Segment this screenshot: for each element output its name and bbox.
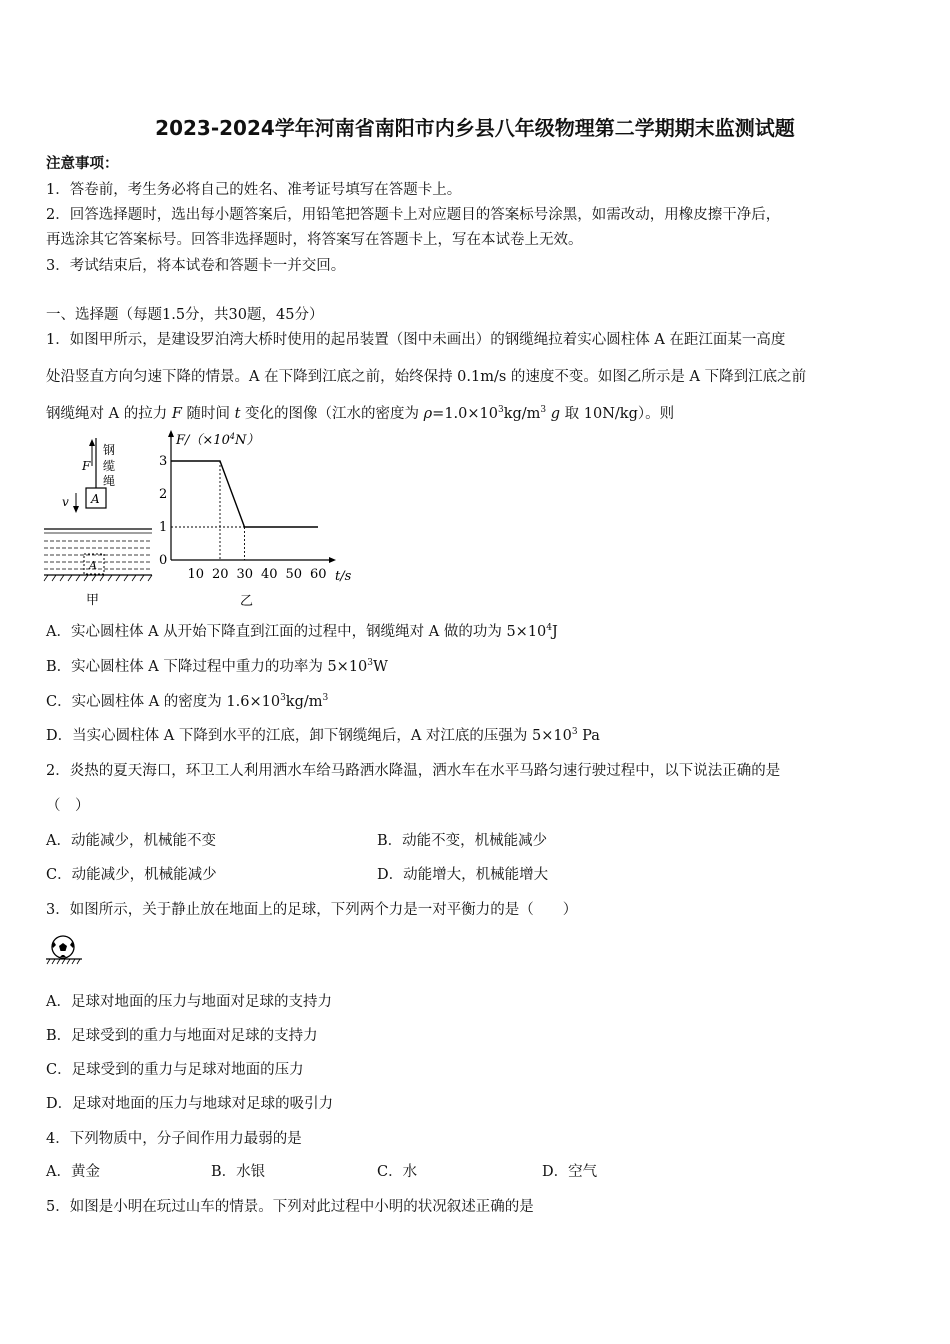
- q4-option-d: D．空气: [542, 1164, 598, 1180]
- x-tick-label: 30: [236, 567, 254, 582]
- y-tick-label: 3: [159, 454, 168, 469]
- chart-ylabel: $F/(\times 10^4N)$: [176, 432, 260, 448]
- q2-option-b: B．动能不变，机械能减少: [377, 833, 548, 849]
- q1-option-a: A．实心圆柱体 A 从开始下降直到江面的过程中，钢缆绳对 A 做的功为 $5\times 10^4J$: [46, 623, 558, 640]
- y-axis-arrowhead: [168, 430, 174, 437]
- q4-option-a: A．黄金: [46, 1164, 100, 1180]
- x-tick-label: 10: [187, 567, 205, 582]
- q1-text-line: 钢缆绳对 A 的拉力 F 随时间 t 变化的图像（江水的密度为 $\rho=1.0\times 10^3kg/m^3$ g 取 10N/kg）。则: [46, 405, 675, 422]
- figure-crane-diagram: [40, 438, 168, 608]
- q4-option-c: C．水: [377, 1164, 418, 1180]
- q2-option-d: D．动能增大，机械能增大: [377, 867, 549, 883]
- q4-options-row: [46, 1160, 646, 1180]
- y-tick-label: 0: [159, 553, 168, 568]
- x-tick-label: 20: [212, 567, 229, 582]
- series-line: [171, 461, 318, 527]
- section-heading: 一、选择题（每题1.5分，共30题，45分）: [46, 307, 324, 323]
- chart-xlabel: t/s: [335, 569, 352, 584]
- notice-item: 再选涂其它答案标号。回答非选择题时，将答案写在答题卡上，写在本试卷上无效。: [46, 232, 583, 248]
- q5-text-line: 5．如图是小明在玩过山车的情景。下列对此过程中小明的状况叙述正确的是: [46, 1199, 534, 1215]
- q3-text-line: 3．如图所示，关于静止放在地面上的足球，下列两个力是一对平衡力的是（ ）: [46, 902, 578, 918]
- y-tick-label: 1: [159, 520, 168, 535]
- notice-item: 2．回答选择题时，选出每小题答案后，用铅笔把答题卡上对应题目的答案标号涂黑，如需改动，用橡皮擦干净后，: [46, 207, 781, 223]
- velocity-arrowhead: [73, 506, 79, 513]
- q1-option-c: C．实心圆柱体 A 的密度为 $1.6\times 10^3kg/m^3$: [46, 693, 329, 710]
- q3-option-c: C．足球受到的重力与足球对地面的压力: [46, 1062, 304, 1078]
- x-tick-label: 40: [261, 567, 278, 582]
- q1-option-b: B．实心圆柱体 A 下降过程中重力的功率为 $5\times 10^3W$: [46, 658, 388, 675]
- page-title: 2023-2024学年河南省南阳市内乡县八年级物理第二学期期末监测试题: [155, 116, 795, 140]
- q3-option-b: B．足球受到的重力与地面对足球的支持力: [46, 1028, 318, 1044]
- q2-options-row: [46, 863, 549, 884]
- q1-text-line: 1．如图甲所示，是建设罗泊湾大桥时使用的起吊装置（图中未画出）的钢缆绳拉着实心圆柱体 A 在距江面某一高度: [46, 332, 786, 348]
- y-tick-label: 2: [159, 487, 168, 502]
- svg-text:A: A: [89, 559, 97, 572]
- force-label: F: [82, 459, 91, 473]
- velocity-label: v: [62, 495, 69, 509]
- q4-text-line: 4．下列物质中，分子间作用力最弱的是: [46, 1131, 302, 1147]
- notice-item: 3．考试结束后，将本试卷和答题卡一并交回。: [46, 258, 346, 274]
- notice-item: 1．答卷前，考生务必将自己的姓名、准考证号填写在答题卡上。: [46, 182, 462, 198]
- river-bed-hatch: [44, 575, 152, 581]
- q1-text-line: 处沿竖直方向匀速下降的情景。A 在下降到江底之前，始终保持 0.1m/s 的速度不变。如图乙所示是 A 下降到江底之前: [46, 369, 807, 385]
- q3-option-a: A．足球对地面的压力与地面对足球的支持力: [46, 994, 332, 1010]
- q2-option-a: A．动能减少，机械能不变: [46, 833, 216, 849]
- q4-option-b: B．水银: [211, 1164, 266, 1180]
- rope-label: 钢: [103, 443, 116, 457]
- q2-text-line: （ ）: [46, 798, 90, 814]
- q2-text-line: 2．炎热的夏天海口，环卫工人利用洒水车给马路洒水降温，洒水车在水平马路匀速行驶过程中，以下说法正确的是: [46, 763, 781, 779]
- figure-force-time-chart: [150, 428, 370, 608]
- rope-label: 绳: [103, 474, 116, 488]
- soccer-ball-figure: [44, 934, 84, 968]
- x-tick-label: 60: [310, 567, 327, 582]
- figure-caption: 甲: [86, 593, 100, 608]
- force-arrowhead: [89, 439, 95, 446]
- q2-options-row: [46, 829, 548, 850]
- notice-heading: 注意事项：: [46, 155, 119, 172]
- x-tick-label: 50: [285, 567, 303, 582]
- q1-option-d: D．当实心圆柱体 A 下降到水平的江底，卸下钢缆绳后，A 对江底的压强为 $5\times 10^3$ Pa: [46, 727, 600, 744]
- rope-label: 缆: [103, 459, 116, 473]
- figure-caption: 乙: [240, 594, 254, 608]
- x-axis-arrowhead: [329, 557, 336, 563]
- q2-option-c: C．动能减少，机械能减少: [46, 867, 217, 883]
- cylinder-label: A: [91, 492, 100, 506]
- q3-option-d: D．足球对地面的压力与地球对足球的吸引力: [46, 1096, 334, 1112]
